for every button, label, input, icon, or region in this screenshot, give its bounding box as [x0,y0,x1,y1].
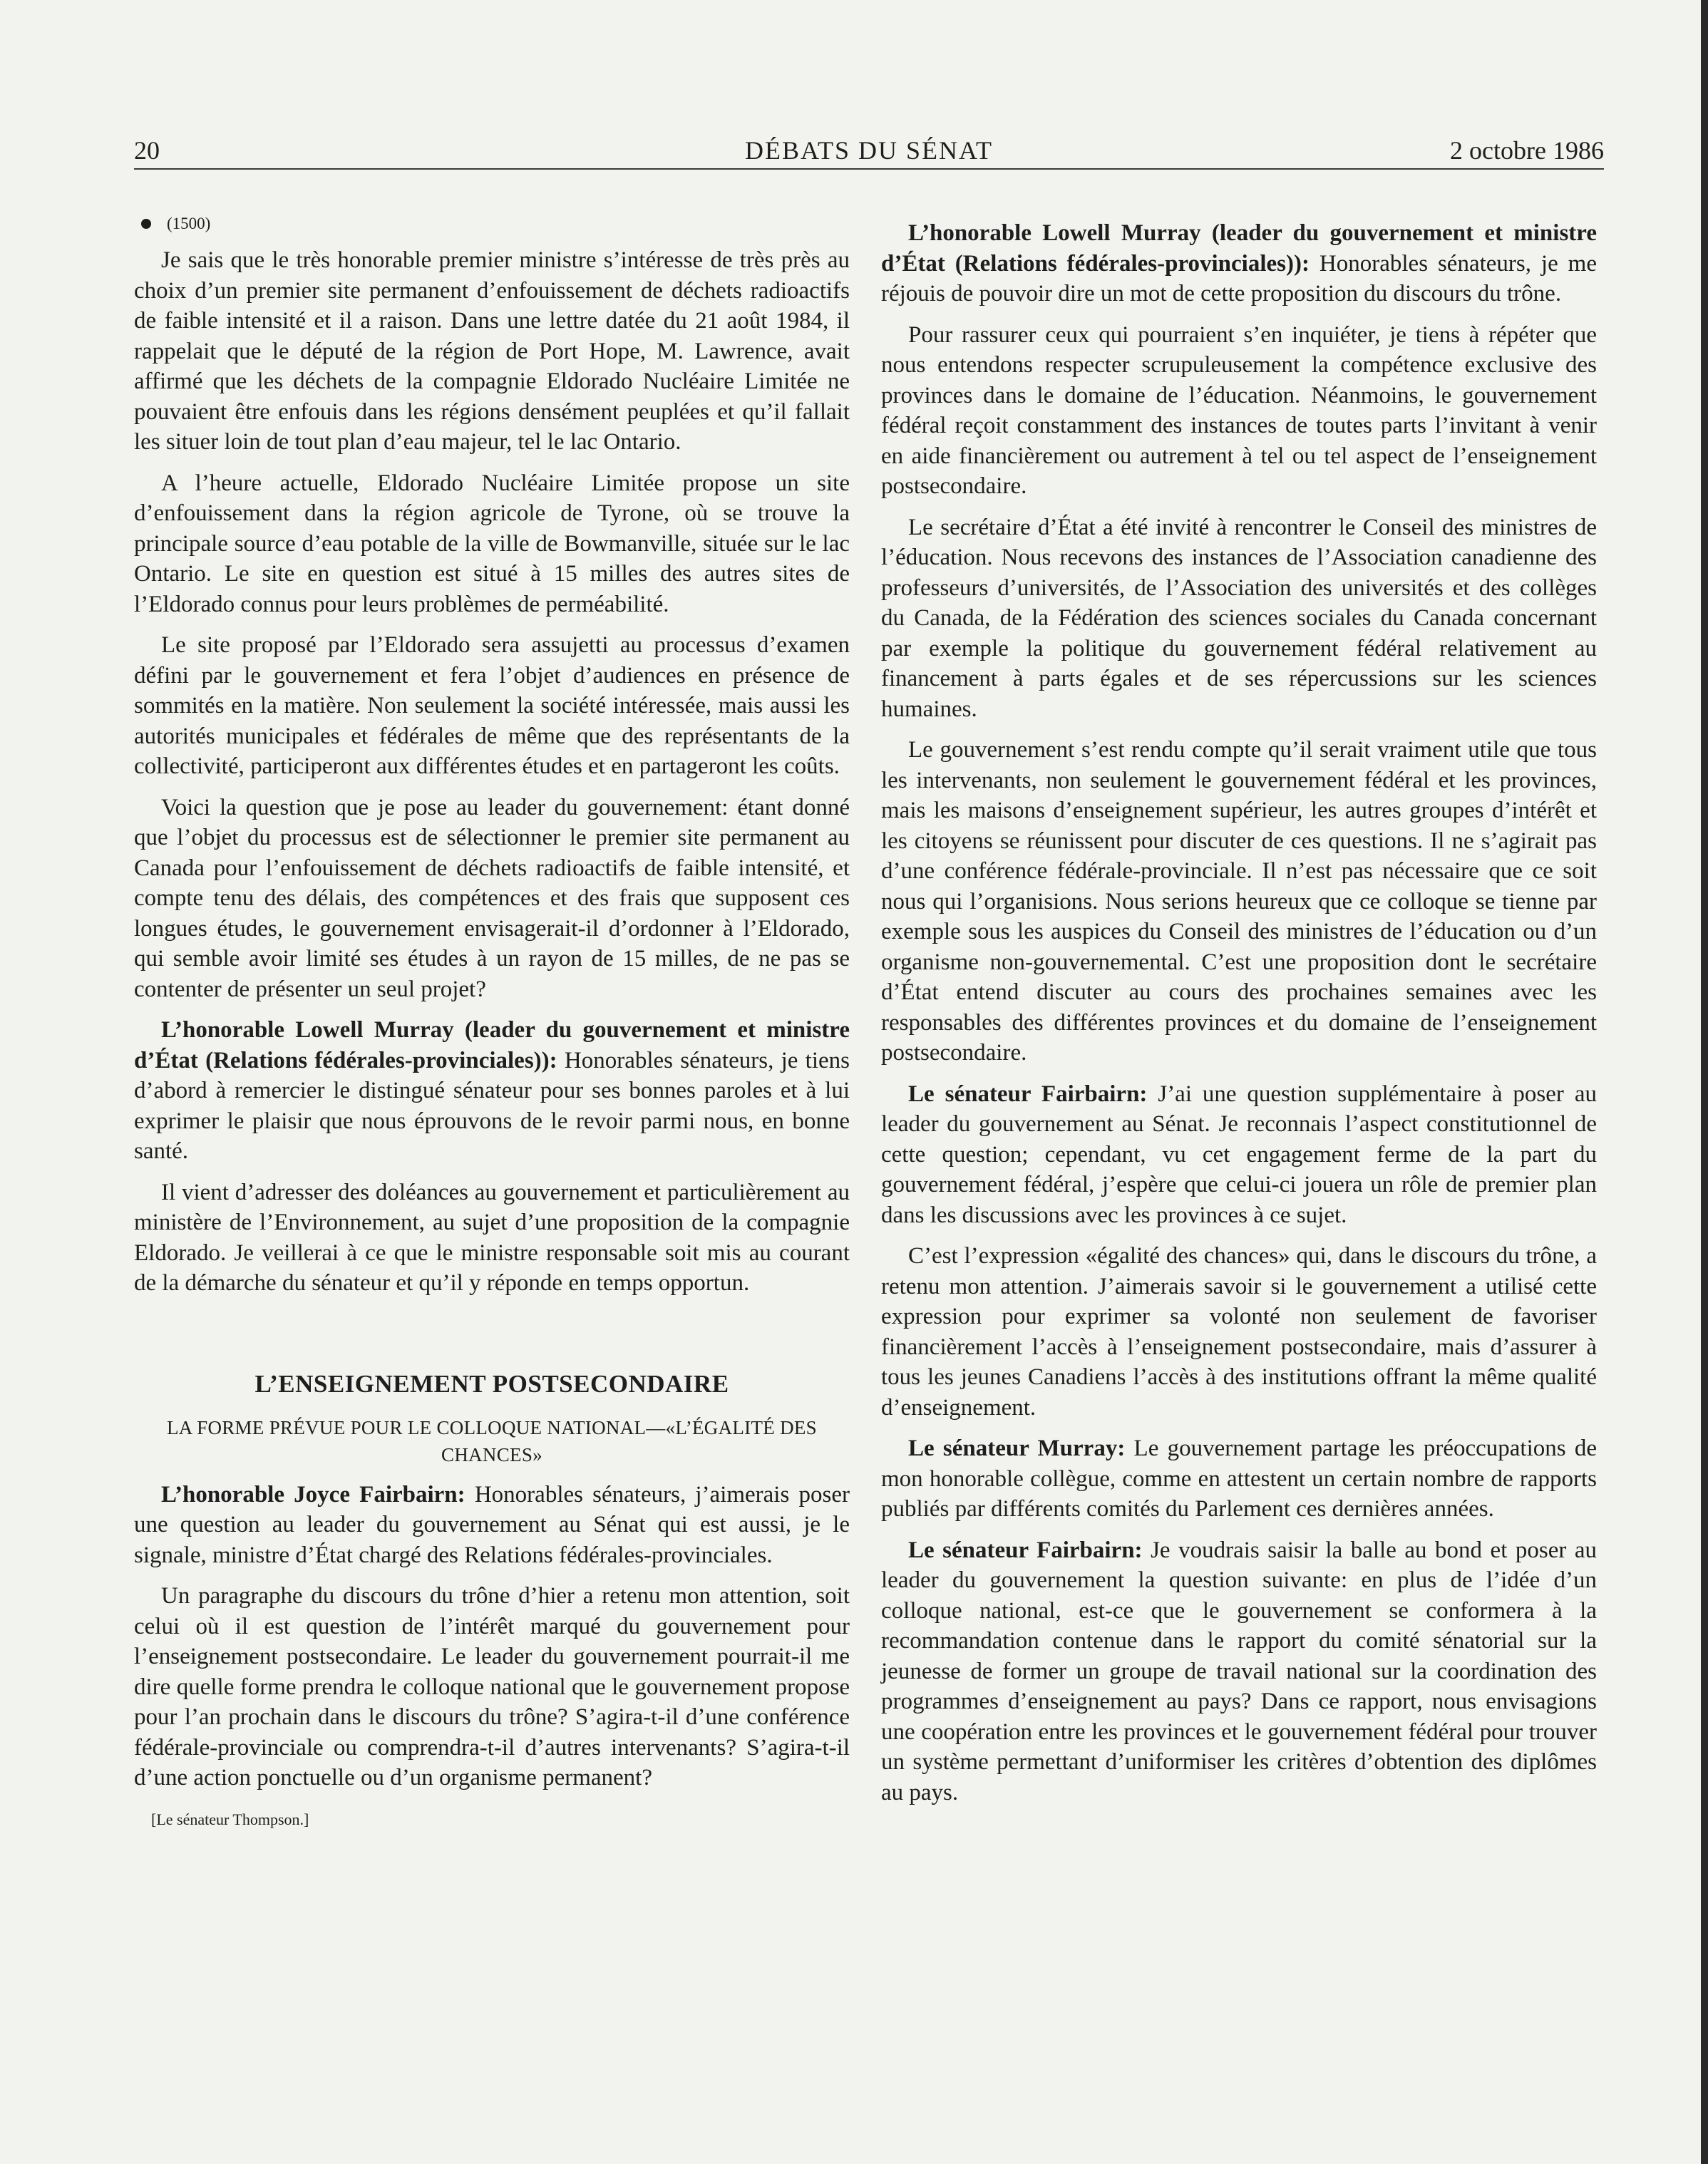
paragraph [881,1433,1597,1525]
page-edge [1701,0,1708,2164]
speech-text: J’ai une question supplémentaire à poser au leader du gouvernement au Sénat. Je reconnais l’aspect constitutionnel de cette question; cependant, vu cet engagement ferme de la part du gouvernement fédéral, j’espère que celui-ci jouera un rôle de premier plan dans les discussions avec les provinces à ce sujet. [881,1081,1597,1228]
section-heading: L’ENSEIGNEMENT POSTSECONDAIRE [254,1369,729,1398]
paragraph: C’est l’expression «égalité des chances» qui, dans le discours du trône, a retenu mon attention. J’aimerais savoir si le gouvernement a utilisé cette expression pour exprimer sa volonté non seulement de favoriser financièrement l’accès à l’enseignement postsecondaire, mais d’assurer à tous les jeunes Canadiens l’accès à des institutions offrant la même qualité d’enseignement. [881,1243,1597,1421]
paragraph: Pour rassurer ceux qui pourraient s’en inquiéter, je tiens à répéter que nous entendons respecter scrupuleusement la compétence exclusive des provinces dans le domaine de l’éducation. Néanmoins, le gouvernement fédéral reçoit constamment des instances de toutes parts l’invitant à venir en aide financièrement ou autrement à tel ou tel aspect de l’enseignement postsecondaire. [881,321,1597,499]
paragraph: Un paragraphe du discours du trône d’hier a retenu mon attention, soit celui où il est question de l’intérêt marqué du gouvernement pour l’enseignement postsecondaire. Le leader du gouvernement pourrait-il me dire quelle forme prendra le colloque national que le gouvernement propose pour l’an prochain dans le discours du trône? S’agira-t-il d’une conférence fédérale-provinciale ou comprendra-t-il d’autres intervenants? S’agira-t-il d’une action ponctuelle ou d’un organisme permanent? [134,1583,850,1791]
paragraph: Il vient d’adresser des doléances au gouvernement et particulièrement au ministère de l’Environnement, au sujet d’une proposition de la compagnie Eldorado. Je veillerai à ce que le ministre responsable soit mis au courant de la démarche du sénateur et qu’il y réponde en temps opportun. [134,1179,850,1296]
paragraph: Je sais que le très honorable premier ministre s’intéresse de très près au choix d’un premier site permanent d’enfouissement de déchets radioactifs de faible intensité et il a raison. Dans une lettre datée du 21 août 1984, il rappelait que le député de la région de Port Hope, M. Lawrence, avait affirmé que les déchets de la compagnie Eldorado Nucléaire Limitée ne pouvaient être enfouis dans les régions densément peuplées et qu’il fallait les situer loin de tout plan d’eau majeur, tel le lac Ontario. [134,247,850,455]
speech-text: Honorables sénateurs, j’aimerais poser une question au leader du gouvernement au Sénat qui est aussi, je le signale, ministre d’État chargé des Relations fédérales-provinciales. [134,1481,850,1568]
paragraph: Le site proposé par l’Eldorado sera assujetti au processus d’examen défini par le gouvernement et fera l’objet d’audiences en présence de sommités en la matière. Non seulement la société intéressée, mais aussi les autorités municipales et fédérales de même que des représentants de la collectivité, participeront aux différentes études et en partageront les coûts. [134,632,850,779]
right-column [881,218,1597,1818]
paragraph [881,218,1597,309]
paragraph: Le secrétaire d’État a été invité à rencontrer le Conseil des ministres de l’éducation. Nous recevons des instances de l’Association canadienne des professeurs d’universités, de l’Association des universités et des collèges du Canada, de la Fédération des sciences sociales du Canada concernant par exemple la politique du gouvernement fédéral relativement au financement à parts égales et de ses répercussions sur les sciences humaines. [881,514,1597,722]
page-number: 20 [134,136,160,165]
time-stamp-label: (1500) [167,215,211,232]
publication-date: 2 octobre 1986 [1450,136,1604,165]
header-rule [134,168,1604,170]
footer-note: [Le sénateur Thompson.] [151,1810,309,1828]
paragraph [881,1535,1597,1808]
paragraph: Le gouvernement s’est rendu compte qu’il serait vraiment utile que tous les intervenants, non seulement le gouvernement fédéral et les provinces, mais les maisons d’enseignement supérieur, les autres groupes d’intérêt et les citoyens se réunissent pour discuter de ces questions. Il ne s’agirait pas d’une conférence fédérale-provinciale. Il n’est pas nécessaire que ce soit nous qui l’organisions. Nous serions heureux que ce colloque se tienne par exemple sous les auspices du Conseil des ministres de l’éducation ou d’un organisme non-gouvernemental. C’est une proposition dont le secrétaire d’État entend discuter au cours des prochaines semaines avec les responsables des différentes provinces et du domaine de l’enseignement postsecondaire. [881,737,1597,1066]
speaker-name: Le sénateur Fairbairn: [908,1537,1143,1563]
page-header [134,133,1604,168]
paragraph [134,1015,850,1167]
subheading: LA FORME PRÉVUE POUR LE COLLOQUE NATIONAL—«L’ÉGALITÉ DES CHANCES» [166,1416,818,1465]
speaker-name: Le sénateur Murray: [908,1436,1126,1461]
speech-text: Honorables sénateurs, je tiens d’abord à remercier le distingué sénateur pour ses bonnes paroles et à lui exprimer le plaisir que nous éprouvons de le revoir parmi nous, en bonne santé. [134,1047,850,1164]
speech-text: Je voudrais saisir la balle au bond et poser au leader du gouvernement la question suivante: en plus de l’idée d’un colloque national, est-ce que le gouvernement se conformera à la recommandation contenue dans le rapport du comité sénatorial sur la jeunesse de former un groupe de travail national sur la coordination des programmes d’enseignement au pays? Dans ce rapport, nous envisagions une coopération entre les provinces et le gouvernement fédéral pour trouver un système permettant d’uniformiser les critères d’obtention des diplômes au pays. [881,1537,1598,1805]
speaker-name: L’honorable Lowell Murray (leader du gouvernement et ministre d’État (Relations fédérales-provinciales)): [134,1017,850,1073]
paragraph: Voici la question que je pose au leader du gouvernement: étant donné que l’objet du processus est de sélectionner le premier site permanent au Canada pour l’enfouissement de déchets radioactifs de faible intensité, et compte tenu des délais, des compétences et des frais que supposent ces longues études, le gouvernement envisagerait-il d’ordonner à l’Eldorado, qui semble avoir limité ses études à un rayon de 15 milles, de ne pas se contenter de présenter un seul projet? [134,794,850,1002]
paragraph: A l’heure actuelle, Eldorado Nucléaire Limitée propose un site d’enfouissement dans la région agricole de Tyrone, où se trouve la principale source d’eau potable de la ville de Bowmanville, située sur le lac Ontario. Le site en question est situé à 15 milles des autres sites de l’Eldorado connus pour leurs problèmes de perméabilité. [134,470,850,617]
bullet-icon [141,219,151,229]
speaker-name: L’honorable Lowell Murray (leader du gouvernement et ministre d’État (Relations fédérales-provinciales)): [881,220,1597,277]
publication-title: DÉBATS DU SÉNAT [744,136,994,165]
speech-text: Le gouvernement partage les préoccupations de mon honorable collègue, comme en attestent un certain nombre de rapports publiés par différents comités du Parlement ces dernières années. [881,1436,1597,1522]
paragraph [134,1480,850,1571]
speaker-name: Le sénateur Fairbairn: [908,1081,1148,1107]
speech-text: Honorables sénateurs, je me réjouis de pouvoir dire un mot de cette proposition du discours du trône. [881,250,1597,306]
paragraph [881,1079,1597,1231]
time-stamp [134,212,850,235]
speaker-name: L’honorable Joyce Fairbairn: [161,1481,465,1508]
left-column [134,212,850,1830]
